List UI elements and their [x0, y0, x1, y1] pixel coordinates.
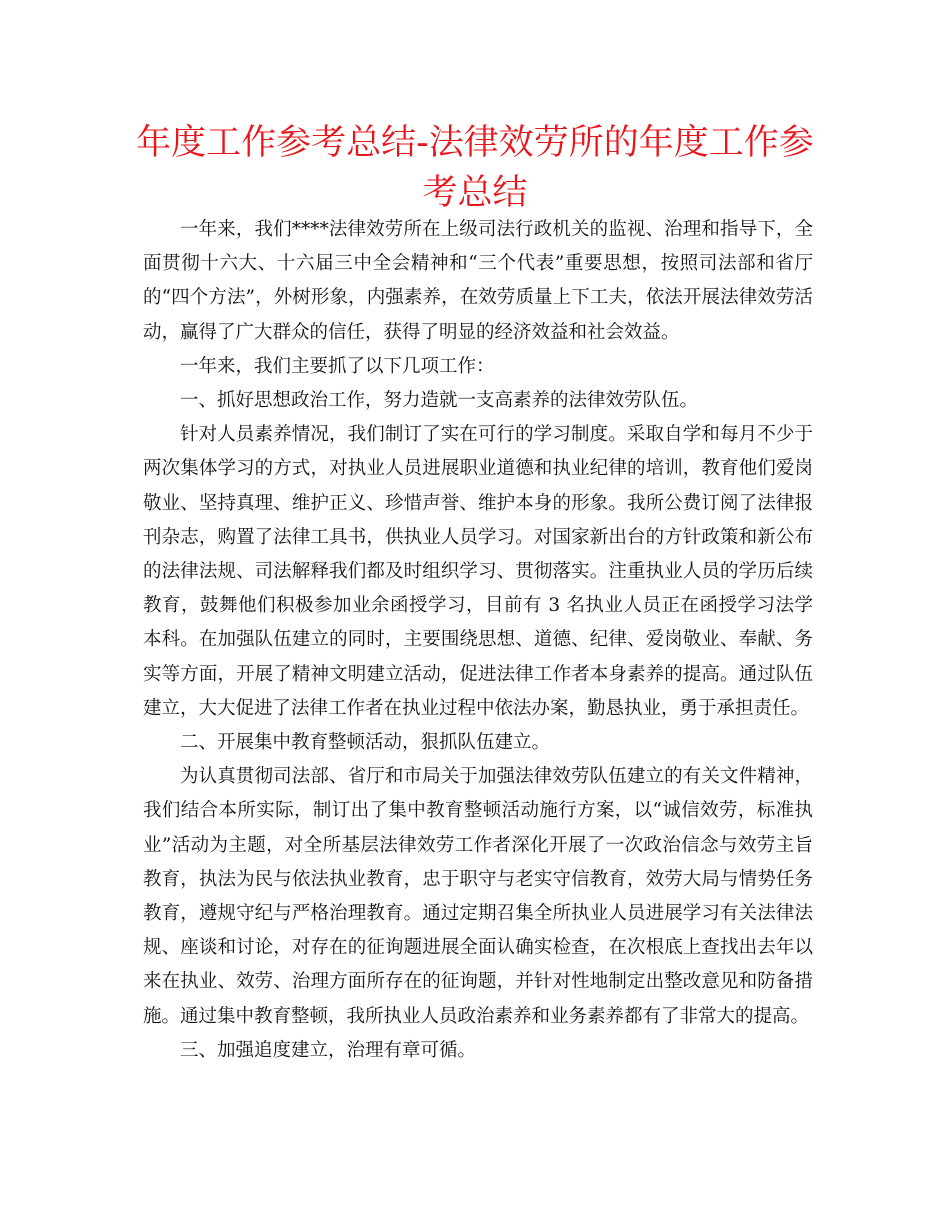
section-heading-2: 二、开展集中教育整顿活动，狠抓队伍建立。	[180, 732, 551, 754]
document-body	[143, 213, 813, 1068]
section-heading-3: 三、加强追度建立，治理有章可循。	[180, 1039, 477, 1061]
paragraph-intro: 一年来，我们****法律效劳所在上级司法行政机关的监视、治理和指导下，全面贯彻十六大、十六届三中全会精神和“三个代表”重要思想，按照司法部和省厅的“四个方法”，外树形象，内强素养，在效劳质量上下工夫，依法开展法律效劳活动，赢得了广大群众的信任，获得了明显的经济效益和社会效益。	[143, 219, 813, 343]
paragraph-section-2: 为认真贯彻司法部、省厅和市局关于加强法律效劳队伍建立的有关文件精神，我们结合本所实际，制订出了集中教育整顿活动施行方案，以“诚信效劳，标准执业”活动为主题，对全所基层法律效劳工作者深化开展了一次政治信念与效劳主旨教育，执法为民与依法执业教育，忠于职守与老实守信教育，效劳大局与情势任务教育，遵规守纪与严格治理教育。通过定期召集全所执业人员进展学习有关法律法规、座谈和讨论，对存在的征询题进展全面认确实检查，在次根底上查找出去年以来在执业、效劳、治理方面所存在的征询题，并针对性地制定出整改意见和防备措施。通过集中教育整顿，我所执业人员政治素养和业务素养都有了非常大的提高。	[143, 766, 813, 1027]
section-heading-1: 一、抓好思想政治工作，努力造就一支高素养的法律效劳队伍。	[180, 390, 699, 412]
document-title: 年度工作参考总结-法律效劳所的年度工作参考总结	[136, 123, 814, 213]
paragraph-work-list-lead: 一年来，我们主要抓了以下几项工作：	[180, 355, 495, 377]
paragraph-section-1: 针对人员素养情况，我们制订了实在可行的学习制度。采取自学和每月不少于两次集体学习的方式，对执业人员进展职业道德和执业纪律的培训，教育他们爱岗敬业、坚持真理、维护正义、珍惜声誉、维护本身的形象。我所公费订阅了法律报刊杂志，购置了法律工具书，供执业人员学习。对国家新出台的方针政策和新公布的法律法规、司法解释我们都及时组织学习、贯彻落实。注重执业人员的学历后续教育，鼓舞他们积极参加业余函授学习，目前有 3 名执业人员正在函授学习法学本科。在加强队伍建立的同时，主要围绕思想、道德、纪律、爱岗敬业、奉献、务实等方面，开展了精神文明建立活动，促进法律工作者本身素养的提高。通过队伍建立，大大促进了法律工作者在执业过程中依法办案，勤恳执业，勇于承担责任。	[143, 424, 813, 719]
